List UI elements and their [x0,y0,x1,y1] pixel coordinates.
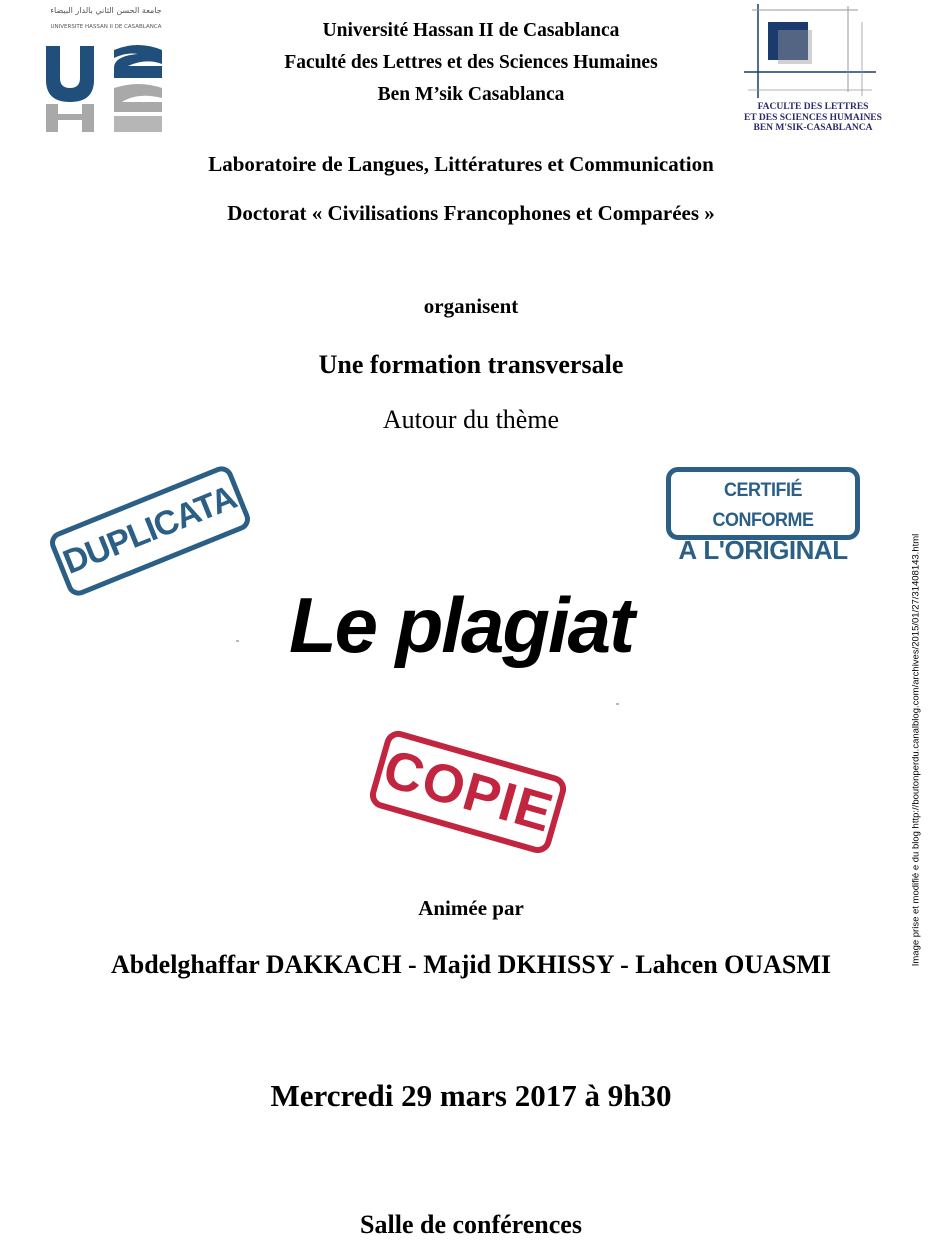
organize-text: organisent [423,294,519,318]
certified-stamp-line1: CERTIFIÉ CONFORME [712,479,814,531]
event-date: Mercredi 29 mars 2017 à 9h30 [270,1078,672,1113]
formation-title: Une formation transversale [318,350,624,379]
logo-latin-caption: UNIVERSITÉ HASSAN II DE CASABLANCA [50,24,162,30]
faculty-name: Faculté des Lettres et des Sciences Humaines [284,52,658,73]
faculty-logo [738,2,888,142]
university-name: Université Hassan II de Casablanca [322,20,620,41]
faculty-emblem-icon [738,2,888,102]
laboratory-name: Laboratoire de Langues, Littératures et Communication [208,152,714,176]
copie-stamp: COPIE [367,728,570,857]
image-credit [902,533,930,967]
image-credit-text: Image prise et modifié e du blog http://boutonperdu.canalblog.com/archives/2015/01/27/31408143.html [910,533,922,967]
scan-speck [236,640,239,642]
certified-stamp-line2: À L'ORIGINAL [678,535,848,565]
scan-speck [616,703,619,705]
speakers-list: Abdelghaffar DAKKACH - Majid DKHISSY - Lahcen OUASMI [110,950,832,979]
doctorate-name: Doctorat « Civilisations Francophones et Comparées » [227,201,715,225]
campus-name: Ben M’sik Casablanca [377,84,565,105]
animated-by-label: Animée par [418,896,524,920]
event-venue: Salle de conférences [360,1210,582,1239]
theme-intro: Autour du thème [382,405,560,434]
faculty-logo-caption: FACULTE DES LETTRES ET DES SCIENCES HUMAINES BEN M'SIK-CASABLANCA [744,102,882,133]
logo-arabic-caption: جامعة الحسن الثاني بالدار البيضاء [50,6,162,15]
duplicata-stamp: DUPLICATA [46,463,253,599]
certified-stamp [666,467,860,565]
main-title: Le plagiat [288,581,634,669]
